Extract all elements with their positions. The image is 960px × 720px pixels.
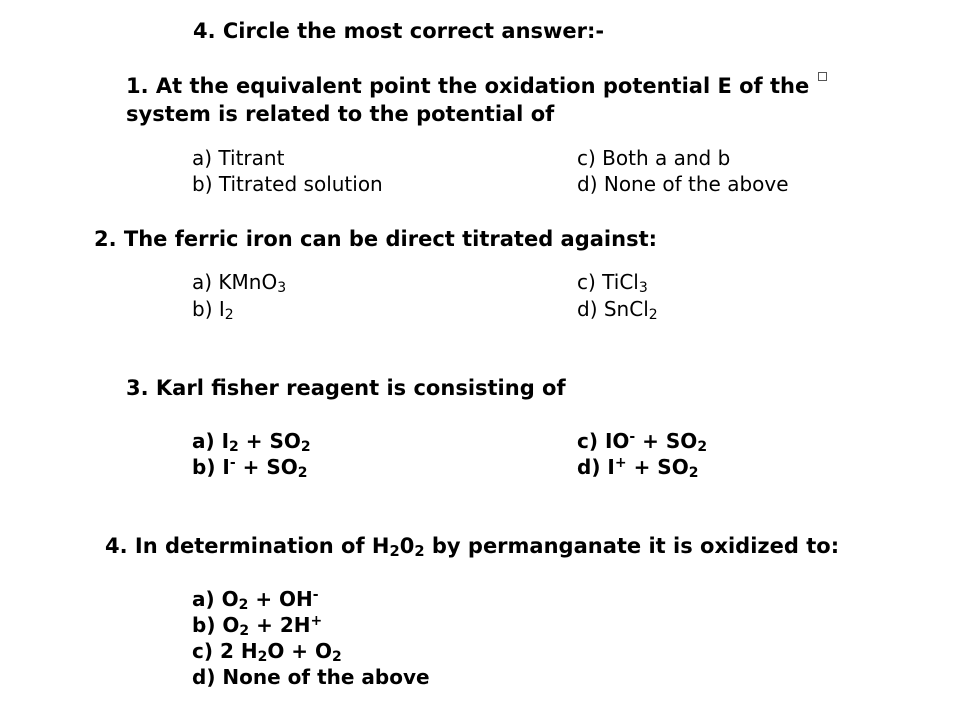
q1-option-b[interactable]: b) Titrated solution <box>192 172 383 196</box>
question-1-line-2: system is related to the potential of <box>126 102 555 126</box>
q3-option-c[interactable]: c) $IO^- + SO_2$ <box>577 429 708 456</box>
question-4: 4. In determination of $H_20_2$ by permanganate it is oxidized to: <box>105 534 840 561</box>
page-heading: 4. Circle the most correct answer:- <box>193 19 605 43</box>
question-1-line-1: 1. At the equivalent point the oxidation potential E of the <box>126 74 810 98</box>
q4-option-c[interactable]: c) 2 $H_2O + O_2$ <box>192 639 342 666</box>
q3-option-d[interactable]: d) $I^+ + SO_2$ <box>577 455 699 482</box>
q3-option-b[interactable]: b) $I^- + SO_2$ <box>192 455 308 482</box>
question-2: 2. The ferric iron can be direct titrated against: <box>94 227 658 251</box>
q1-option-c[interactable]: c) Both a and b <box>577 146 731 170</box>
q4-option-a[interactable]: a) $O_2 + OH^-$ <box>192 587 319 614</box>
question-3: 3. Karl fisher reagent is consisting of <box>126 376 566 400</box>
q2-option-d[interactable]: d) SnCl$_2$ <box>577 297 658 324</box>
checkbox[interactable] <box>818 72 827 81</box>
q4-option-d[interactable]: d) None of the above <box>192 665 430 689</box>
q2-option-b[interactable]: b) $I_2$ <box>192 297 234 324</box>
q2-option-c[interactable]: c) TiCl$_3$ <box>577 270 648 297</box>
q4-option-b[interactable]: b) $O_2 + 2H^+$ <box>192 613 323 640</box>
q1-option-d[interactable]: d) None of the above <box>577 172 789 196</box>
q3-option-a[interactable]: a) $I_2 + SO_2$ <box>192 429 311 456</box>
q2-option-a[interactable]: a) KMnO$_3$ <box>192 270 287 297</box>
q1-option-a[interactable]: a) Titrant <box>192 146 285 170</box>
